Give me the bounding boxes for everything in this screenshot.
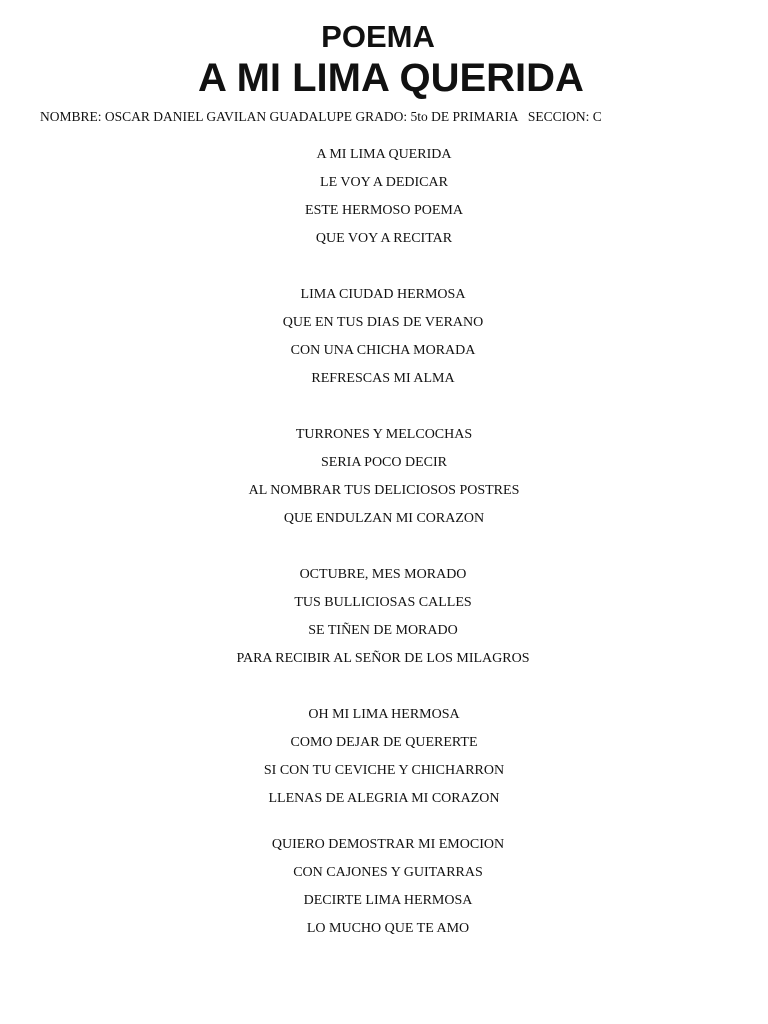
verse-line: LIMA CIUDAD HERMOSA	[300, 287, 466, 302]
verse-line: OH MI LIMA HERMOSA	[308, 707, 460, 722]
verse-line: CON CAJONES Y GUITARRAS	[293, 865, 483, 880]
verse-line: ESTE HERMOSO POEMA	[305, 203, 463, 218]
stanza-6	[4, 831, 768, 943]
stanza-4	[0, 561, 767, 673]
verse-line: COMO DEJAR DE QUERERTE	[290, 735, 478, 750]
verse-line: QUE ENDULZAN MI CORAZON	[283, 511, 485, 526]
stanza-5	[0, 701, 768, 813]
verse-line: QUIERO DEMOSTRAR MI EMOCION	[271, 837, 505, 852]
verse-line: QUE VOY A RECITAR	[315, 231, 453, 246]
verse-line: TUS BULLICIOSAS CALLES	[294, 595, 472, 610]
stanza-1	[0, 141, 768, 253]
verse-line: A MI LIMA QUERIDA	[316, 147, 452, 162]
verse-line: AL NOMBRAR TUS DELICIOSOS POSTRES	[248, 483, 520, 498]
verse-line: SERIA POCO DECIR	[320, 455, 448, 470]
student-info-line: NOMBRE: OSCAR DANIEL GAVILAN GUADALUPE GRADO: 5to DE PRIMARIA SECCION: C	[40, 109, 602, 124]
verse-line: PARA RECIBIR AL SEÑOR DE LOS MILAGROS	[236, 651, 530, 666]
verse-line: LE VOY A DEDICAR	[320, 175, 448, 190]
verse-line: OCTUBRE, MES MORADO	[299, 567, 467, 582]
verse-line: QUE EN TUS DIAS DE VERANO	[282, 315, 484, 330]
verse-line: REFRESCAS MI ALMA	[311, 371, 455, 386]
document-heading: POEMA	[321, 19, 435, 54]
verse-line: SE TIÑEN DE MORADO	[308, 623, 458, 638]
poem-title: A MI LIMA QUERIDA	[198, 56, 584, 100]
verse-line: SI CON TU CEVICHE Y CHICHARRON	[263, 763, 505, 778]
verse-line: TURRONES Y MELCOCHAS	[295, 427, 473, 442]
stanza-2	[0, 281, 767, 393]
verse-line: DECIRTE LIMA HERMOSA	[303, 893, 473, 908]
verse-line: CON UNA CHICHA MORADA	[290, 343, 476, 358]
verse-line: LO MUCHO QUE TE AMO	[306, 921, 470, 936]
verse-line: LLENAS DE ALEGRIA MI CORAZON	[268, 791, 500, 806]
stanza-3	[0, 421, 768, 533]
